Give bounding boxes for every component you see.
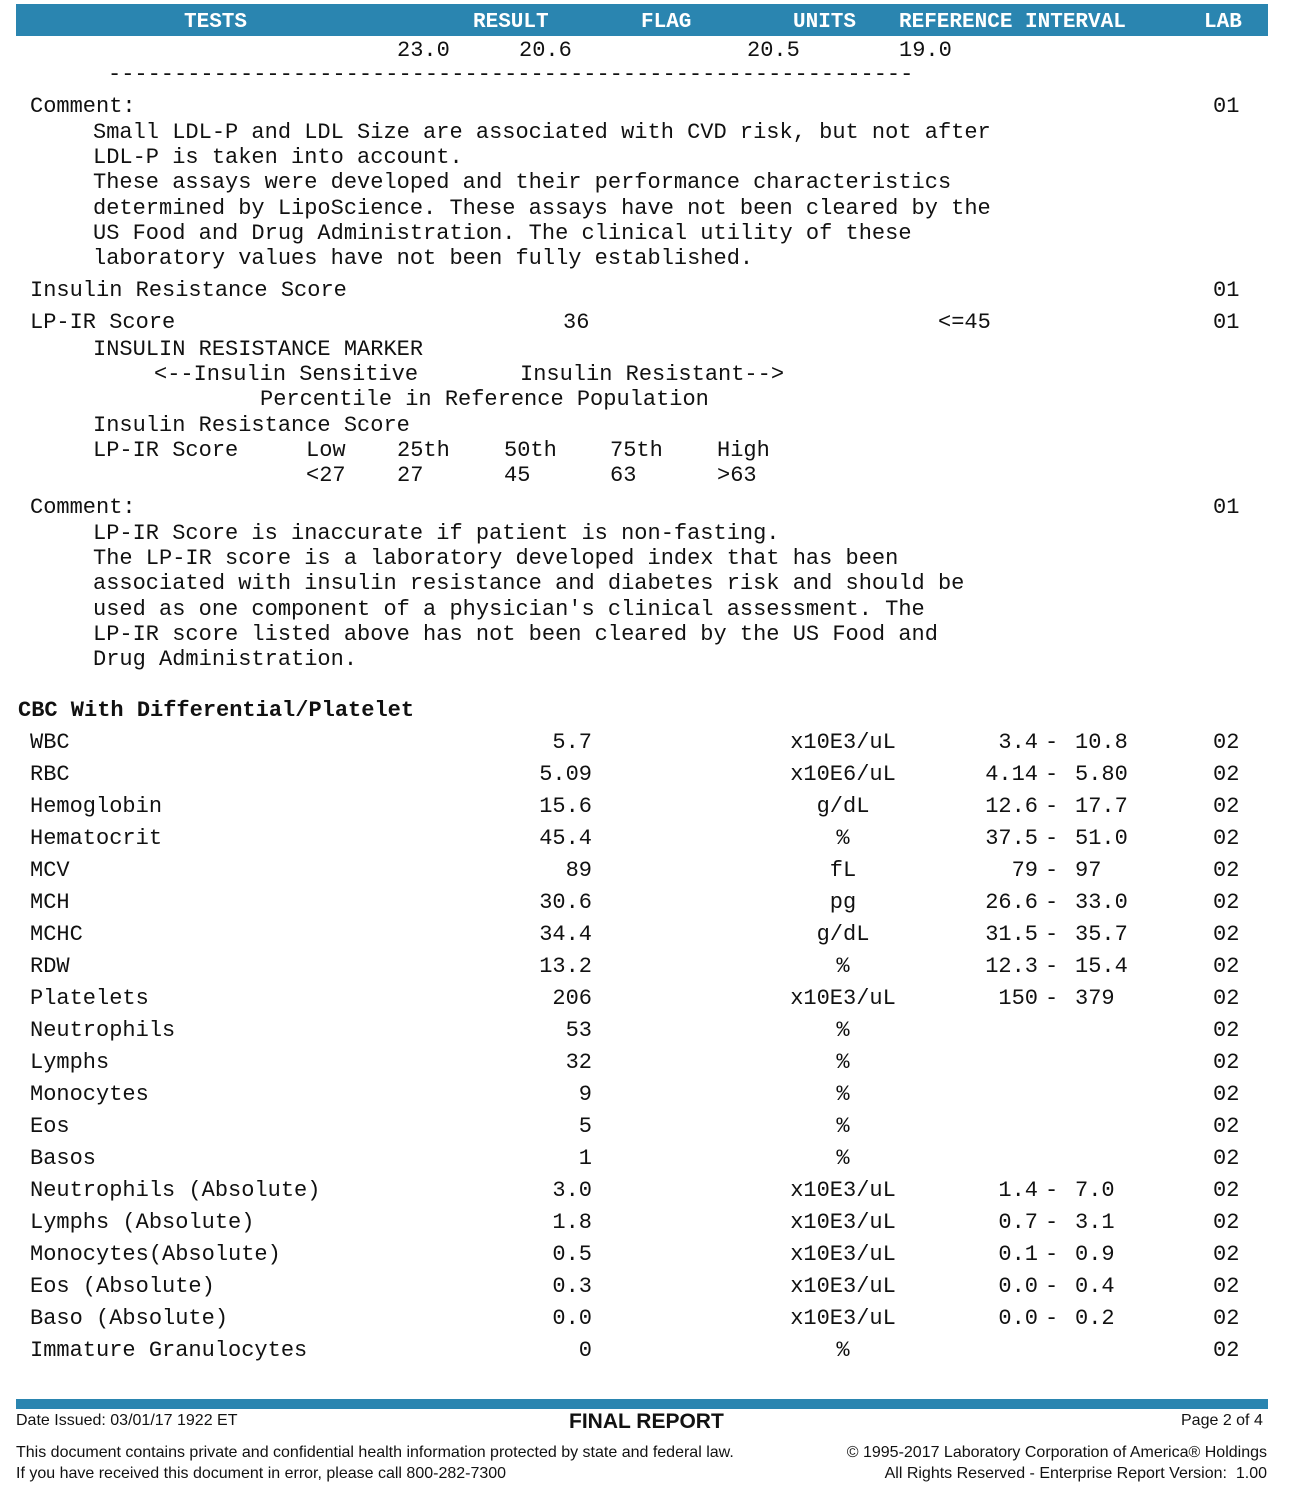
units-value: x10E3/uL bbox=[790, 1210, 896, 1235]
privacy-notice: This document contains private and confidential health information protected by state and federal law. bbox=[16, 1444, 734, 1461]
lpir-result: 36 bbox=[563, 310, 590, 335]
table-row bbox=[0, 988, 1289, 1012]
comment-line: Drug Administration. bbox=[93, 647, 358, 672]
units-value: g/dL bbox=[816, 794, 870, 819]
result-value: 5.09 bbox=[539, 762, 592, 787]
units-value: x10E3/uL bbox=[790, 1178, 896, 1203]
units-value: pg bbox=[829, 890, 857, 915]
cbc-section-title: CBC With Differential/Platelet bbox=[18, 698, 415, 723]
units-value: fL bbox=[829, 858, 857, 883]
units-value: x10E3/uL bbox=[790, 986, 896, 1011]
result-value: 13.2 bbox=[539, 954, 592, 979]
test-name: Basos bbox=[30, 1146, 97, 1171]
units-value: % bbox=[836, 954, 850, 979]
insulin-resistance-lab: 01 bbox=[1213, 278, 1240, 303]
table-row bbox=[0, 764, 1289, 788]
column-header-bar bbox=[16, 4, 1268, 36]
reference-high: 0.9 bbox=[1075, 1242, 1115, 1267]
table-row bbox=[0, 1180, 1289, 1204]
reference-low: 0.0 bbox=[998, 1274, 1038, 1299]
range-dash: - bbox=[1045, 858, 1059, 883]
lab-code: 02 bbox=[1213, 890, 1240, 915]
reference-high: 17.7 bbox=[1075, 794, 1128, 819]
units-value: % bbox=[836, 826, 850, 851]
table-row bbox=[0, 1148, 1289, 1172]
copyright: © 1995-2017 Laboratory Corporation of America® Holdings bbox=[846, 1444, 1267, 1461]
result-value: 32 bbox=[565, 1050, 592, 1075]
marker-sensitive: <--Insulin Sensitive bbox=[154, 362, 419, 387]
lab-code: 02 bbox=[1213, 986, 1240, 1011]
lab-code: 02 bbox=[1213, 794, 1240, 819]
test-name: Lymphs (Absolute) bbox=[30, 1210, 255, 1235]
test-name: RBC bbox=[30, 762, 70, 787]
lab-code: 02 bbox=[1213, 1338, 1240, 1363]
table-row bbox=[0, 860, 1289, 884]
test-name: Hematocrit bbox=[30, 826, 163, 851]
header-tests: TESTS bbox=[184, 11, 248, 34]
test-name: Baso (Absolute) bbox=[30, 1306, 229, 1331]
reference-low: 79 bbox=[1011, 858, 1038, 883]
test-name: Neutrophils (Absolute) bbox=[30, 1178, 321, 1203]
marker-value: 63 bbox=[610, 463, 637, 488]
range-dash: - bbox=[1045, 762, 1059, 787]
reference-low: 1.4 bbox=[998, 1178, 1038, 1203]
lab-code: 02 bbox=[1213, 954, 1240, 979]
lab-code: 02 bbox=[1213, 1018, 1240, 1043]
marker-value: 27 bbox=[397, 463, 424, 488]
dash-separator: ------------------------------------------------------------- bbox=[108, 62, 914, 87]
date-issued: Date Issued: 03/01/17 1922 ET bbox=[16, 1412, 238, 1429]
range-dash: - bbox=[1045, 1306, 1059, 1331]
result-value: 1.8 bbox=[552, 1210, 592, 1235]
reference-high: 0.2 bbox=[1075, 1306, 1115, 1331]
reference-low: 0.1 bbox=[998, 1242, 1038, 1267]
comment-line: LP-IR Score is inaccurate if patient is non-fasting. bbox=[93, 521, 780, 546]
header-lab: LAB bbox=[1204, 11, 1242, 34]
units-value: x10E3/uL bbox=[790, 1306, 896, 1331]
reference-high: 10.8 bbox=[1075, 730, 1128, 755]
final-report-label: FINAL REPORT bbox=[569, 1410, 724, 1433]
lab-code: 02 bbox=[1213, 1306, 1240, 1331]
reference-high: 7.0 bbox=[1075, 1178, 1115, 1203]
top-value: 20.5 bbox=[747, 38, 800, 63]
test-name: Monocytes bbox=[30, 1082, 149, 1107]
table-row bbox=[0, 1084, 1289, 1108]
header-units: UNITS bbox=[793, 11, 857, 34]
units-value: % bbox=[836, 1018, 850, 1043]
lpir-reference: <=45 bbox=[938, 310, 991, 335]
table-row bbox=[0, 1020, 1289, 1044]
footer-bar bbox=[16, 1399, 1268, 1409]
table-row bbox=[0, 892, 1289, 916]
comment-label: Comment: bbox=[30, 495, 136, 520]
comment-line: used as one component of a physician's clinical assessment. The bbox=[93, 597, 925, 622]
marker-column: High bbox=[717, 438, 770, 463]
result-value: 30.6 bbox=[539, 890, 592, 915]
test-name: Immature Granulocytes bbox=[30, 1338, 308, 1363]
table-row bbox=[0, 1244, 1289, 1268]
test-name: Platelets bbox=[30, 986, 149, 1011]
result-value: 0.5 bbox=[552, 1242, 592, 1267]
range-dash: - bbox=[1045, 1242, 1059, 1267]
units-value: % bbox=[836, 1050, 850, 1075]
comment-line: These assays were developed and their performance characteristics bbox=[93, 170, 952, 195]
lab-code: 02 bbox=[1213, 1082, 1240, 1107]
table-row bbox=[0, 1308, 1289, 1332]
test-name: Neutrophils bbox=[30, 1018, 176, 1043]
lab-code: 02 bbox=[1213, 1210, 1240, 1235]
test-name: MCV bbox=[30, 858, 70, 883]
comment-line: US Food and Drug Administration. The clinical utility of these bbox=[93, 221, 912, 246]
reference-high: 5.80 bbox=[1075, 762, 1128, 787]
test-name: RDW bbox=[30, 954, 70, 979]
table-row bbox=[0, 828, 1289, 852]
reference-low: 12.6 bbox=[985, 794, 1038, 819]
table-row bbox=[0, 1276, 1289, 1300]
marker-row-label: LP-IR Score bbox=[93, 438, 239, 463]
reference-low: 4.14 bbox=[985, 762, 1038, 787]
comment-line: LDL-P is taken into account. bbox=[93, 145, 463, 170]
table-row bbox=[0, 732, 1289, 756]
test-name: MCHC bbox=[30, 922, 83, 947]
test-name: Hemoglobin bbox=[30, 794, 163, 819]
header-reference-interval: REFERENCE INTERVAL bbox=[899, 11, 1126, 34]
table-row bbox=[0, 1052, 1289, 1076]
result-value: 0 bbox=[578, 1338, 592, 1363]
result-value: 45.4 bbox=[539, 826, 592, 851]
lab-code: 02 bbox=[1213, 922, 1240, 947]
header-flag: FLAG bbox=[641, 11, 692, 34]
privacy-contact: If you have received this document in error, please call 800-282-7300 bbox=[16, 1465, 507, 1482]
lab-code: 02 bbox=[1213, 1242, 1240, 1267]
comment-line: The LP-IR score is a laboratory developed index that has been bbox=[93, 546, 899, 571]
page-number: Page 2 of 4 bbox=[1181, 1412, 1263, 1429]
units-value: x10E3/uL bbox=[790, 1274, 896, 1299]
range-dash: - bbox=[1045, 1274, 1059, 1299]
reference-high: 379 bbox=[1075, 986, 1115, 1011]
comment-label: Comment: bbox=[30, 94, 136, 119]
reference-high: 33.0 bbox=[1075, 890, 1128, 915]
top-value: 23.0 bbox=[397, 38, 450, 63]
test-name: MCH bbox=[30, 890, 70, 915]
lab-code: 02 bbox=[1213, 1274, 1240, 1299]
units-value: x10E6/uL bbox=[790, 762, 896, 787]
units-value: % bbox=[836, 1338, 850, 1363]
range-dash: - bbox=[1045, 890, 1059, 915]
result-value: 0.0 bbox=[552, 1306, 592, 1331]
result-value: 3.0 bbox=[552, 1178, 592, 1203]
result-value: 53 bbox=[565, 1018, 592, 1043]
marker-title: INSULIN RESISTANCE MARKER bbox=[93, 337, 424, 362]
range-dash: - bbox=[1045, 922, 1059, 947]
lab-code: 02 bbox=[1213, 762, 1240, 787]
comment-line: LP-IR score listed above has not been cleared by the US Food and bbox=[93, 622, 938, 647]
insulin-resistance-heading: Insulin Resistance Score bbox=[30, 278, 347, 303]
result-value: 0.3 bbox=[552, 1274, 592, 1299]
lab-code: 02 bbox=[1213, 1050, 1240, 1075]
reference-low: 0.0 bbox=[998, 1306, 1038, 1331]
reference-high: 51.0 bbox=[1075, 826, 1128, 851]
test-name: Eos (Absolute) bbox=[30, 1274, 215, 1299]
result-value: 89 bbox=[565, 858, 592, 883]
reference-low: 37.5 bbox=[985, 826, 1038, 851]
marker-percentile: Percentile in Reference Population bbox=[260, 387, 709, 412]
lpir-test-name: LP-IR Score bbox=[30, 310, 176, 335]
reference-low: 150 bbox=[998, 986, 1038, 1011]
units-value: g/dL bbox=[816, 922, 870, 947]
test-name: Monocytes(Absolute) bbox=[30, 1242, 281, 1267]
table-row bbox=[0, 1212, 1289, 1236]
marker-value: 45 bbox=[504, 463, 531, 488]
reference-high: 0.4 bbox=[1075, 1274, 1115, 1299]
range-dash: - bbox=[1045, 730, 1059, 755]
marker-score-label: Insulin Resistance Score bbox=[93, 413, 410, 438]
table-row bbox=[0, 1340, 1289, 1364]
result-value: 15.6 bbox=[539, 794, 592, 819]
range-dash: - bbox=[1045, 794, 1059, 819]
header-result: RESULT bbox=[473, 11, 549, 34]
table-row bbox=[0, 924, 1289, 948]
units-value: % bbox=[836, 1146, 850, 1171]
units-value: % bbox=[836, 1114, 850, 1139]
table-row bbox=[0, 956, 1289, 980]
reference-low: 26.6 bbox=[985, 890, 1038, 915]
table-row bbox=[0, 1116, 1289, 1140]
range-dash: - bbox=[1045, 954, 1059, 979]
rights-reserved: All Rights Reserved - Enterprise Report Version: 1.00 bbox=[884, 1465, 1267, 1482]
result-value: 9 bbox=[578, 1082, 592, 1107]
range-dash: - bbox=[1045, 826, 1059, 851]
test-name: WBC bbox=[30, 730, 70, 755]
result-value: 206 bbox=[552, 986, 592, 1011]
reference-low: 3.4 bbox=[998, 730, 1038, 755]
test-name: Eos bbox=[30, 1114, 70, 1139]
units-value: x10E3/uL bbox=[790, 1242, 896, 1267]
comment-line: laboratory values have not been fully established. bbox=[93, 246, 754, 271]
marker-column: 50th bbox=[504, 438, 557, 463]
lab-code: 02 bbox=[1213, 1178, 1240, 1203]
table-row bbox=[0, 796, 1289, 820]
comment-line: Small LDL-P and LDL Size are associated with CVD risk, but not after bbox=[93, 120, 991, 145]
lab-code: 02 bbox=[1213, 1146, 1240, 1171]
result-value: 5 bbox=[578, 1114, 592, 1139]
marker-column: 25th bbox=[397, 438, 450, 463]
reference-low: 12.3 bbox=[985, 954, 1038, 979]
marker-value: <27 bbox=[306, 463, 346, 488]
reference-low: 31.5 bbox=[985, 922, 1038, 947]
lab-code: 02 bbox=[1213, 858, 1240, 883]
comment-lab: 01 bbox=[1213, 495, 1240, 520]
reference-high: 97 bbox=[1075, 858, 1102, 883]
comment-line: determined by LipoScience. These assays have not been cleared by the bbox=[93, 196, 991, 221]
marker-resistant: Insulin Resistant--> bbox=[520, 362, 785, 387]
result-value: 1 bbox=[578, 1146, 592, 1171]
top-value: 19.0 bbox=[899, 38, 952, 63]
top-value: 20.6 bbox=[519, 38, 572, 63]
range-dash: - bbox=[1045, 1178, 1059, 1203]
marker-column: 75th bbox=[610, 438, 663, 463]
reference-high: 15.4 bbox=[1075, 954, 1128, 979]
range-dash: - bbox=[1045, 986, 1059, 1011]
result-value: 34.4 bbox=[539, 922, 592, 947]
marker-value: >63 bbox=[717, 463, 757, 488]
lab-code: 02 bbox=[1213, 826, 1240, 851]
units-value: % bbox=[836, 1082, 850, 1107]
range-dash: - bbox=[1045, 1210, 1059, 1235]
units-value: x10E3/uL bbox=[790, 730, 896, 755]
result-value: 5.7 bbox=[552, 730, 592, 755]
lab-code: 02 bbox=[1213, 730, 1240, 755]
reference-high: 3.1 bbox=[1075, 1210, 1115, 1235]
marker-column: Low bbox=[306, 438, 346, 463]
test-name: Lymphs bbox=[30, 1050, 110, 1075]
reference-high: 35.7 bbox=[1075, 922, 1128, 947]
comment-line: associated with insulin resistance and diabetes risk and should be bbox=[93, 571, 965, 596]
lpir-lab: 01 bbox=[1213, 310, 1240, 335]
reference-low: 0.7 bbox=[998, 1210, 1038, 1235]
comment-lab: 01 bbox=[1213, 94, 1240, 119]
lab-code: 02 bbox=[1213, 1114, 1240, 1139]
